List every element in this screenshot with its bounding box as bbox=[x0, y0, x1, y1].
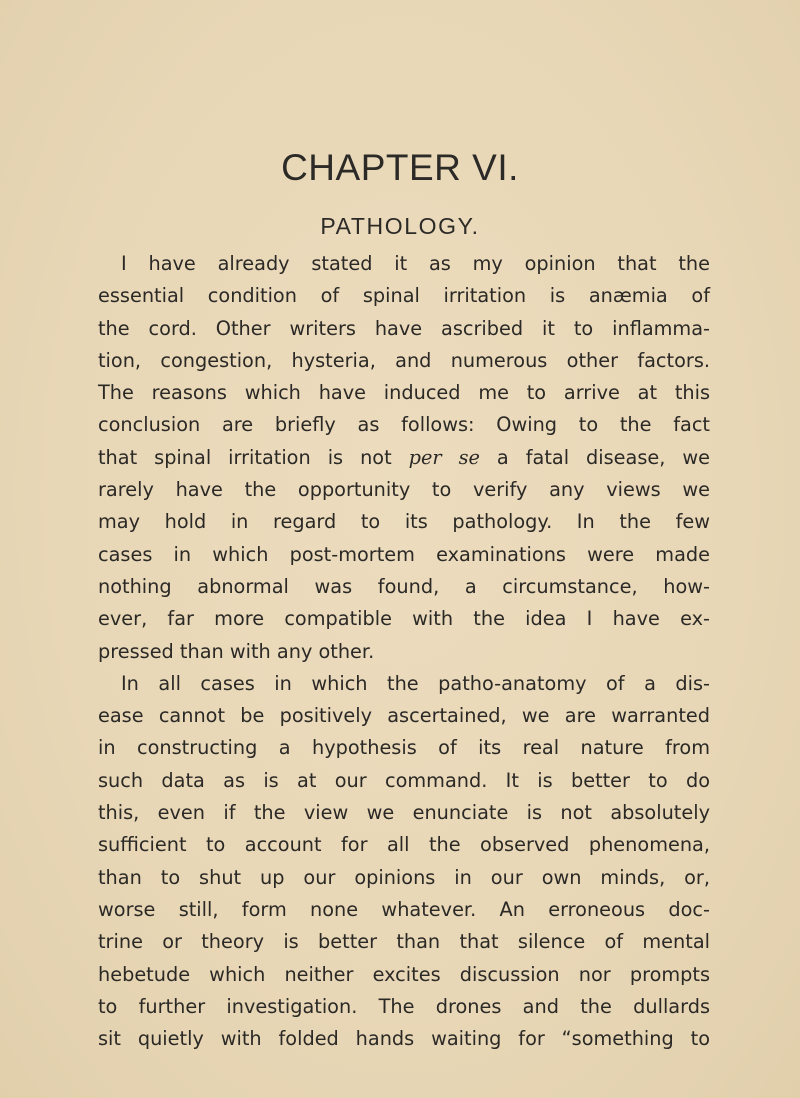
text-line: to further investigation. The drones and the dullards bbox=[98, 994, 710, 1018]
text-line: pressed than with any other. bbox=[98, 639, 375, 663]
chapter-title: CHAPTER VI. bbox=[281, 147, 519, 188]
text-line: hebetude which neither excites discussion nor prompts bbox=[98, 962, 710, 986]
section-title: PATHOLOGY. bbox=[320, 213, 480, 239]
text-line: cases in which post-mortem examinations were made bbox=[98, 542, 710, 566]
text-line: this, even if the view we enunciate is not absolutely bbox=[98, 801, 710, 825]
italic-phrase: per se bbox=[408, 445, 480, 469]
body-text bbox=[98, 248, 710, 1055]
text-line: in constructing a hypothesis of its real nature from bbox=[98, 736, 710, 760]
text-line: ever, far more compatible with the idea I have ex- bbox=[98, 607, 710, 631]
text-line: The reasons which have induced me to arrive at this bbox=[98, 381, 710, 405]
text-line: the cord. Other writers have ascribed it to inflamma- bbox=[98, 316, 710, 340]
text-line: nothing abnormal was found, a circumstance, how- bbox=[98, 574, 710, 598]
text-line: tion, congestion, hysteria, and numerous other factors. bbox=[98, 348, 710, 372]
text-segment: that spinal irritation is not bbox=[98, 445, 409, 469]
text-line: I have already stated it as my opinion that the bbox=[121, 252, 710, 275]
text-line: than to shut up our opinions in our own minds, or, bbox=[98, 865, 710, 889]
text-line: ease cannot be positively ascertained, we are warranted bbox=[98, 704, 710, 728]
text-line: conclusion are briefly as follows: Owing to the fact bbox=[98, 413, 710, 437]
text-line-with-italic bbox=[98, 442, 710, 474]
text-line: worse still, form none whatever. An erroneous doc- bbox=[98, 897, 710, 921]
text-line: such data as is at our command. It is better to do bbox=[98, 768, 710, 792]
text-line: sit quietly with folded hands waiting for “something to bbox=[98, 1027, 710, 1051]
text-line: rarely have the opportunity to verify any views we bbox=[98, 478, 710, 502]
text-line: sufficient to account for all the observed phenomena, bbox=[98, 833, 710, 857]
text-line: may hold in regard to its pathology. In the few bbox=[98, 510, 710, 534]
text-line: In all cases in which the patho-anatomy of a dis- bbox=[121, 671, 710, 695]
text-segment: a fatal disease, we bbox=[479, 445, 711, 469]
text-line: essential condition of spinal irritation is anæmia of bbox=[98, 284, 710, 308]
text-line: trine or theory is better than that silence of mental bbox=[98, 930, 710, 954]
